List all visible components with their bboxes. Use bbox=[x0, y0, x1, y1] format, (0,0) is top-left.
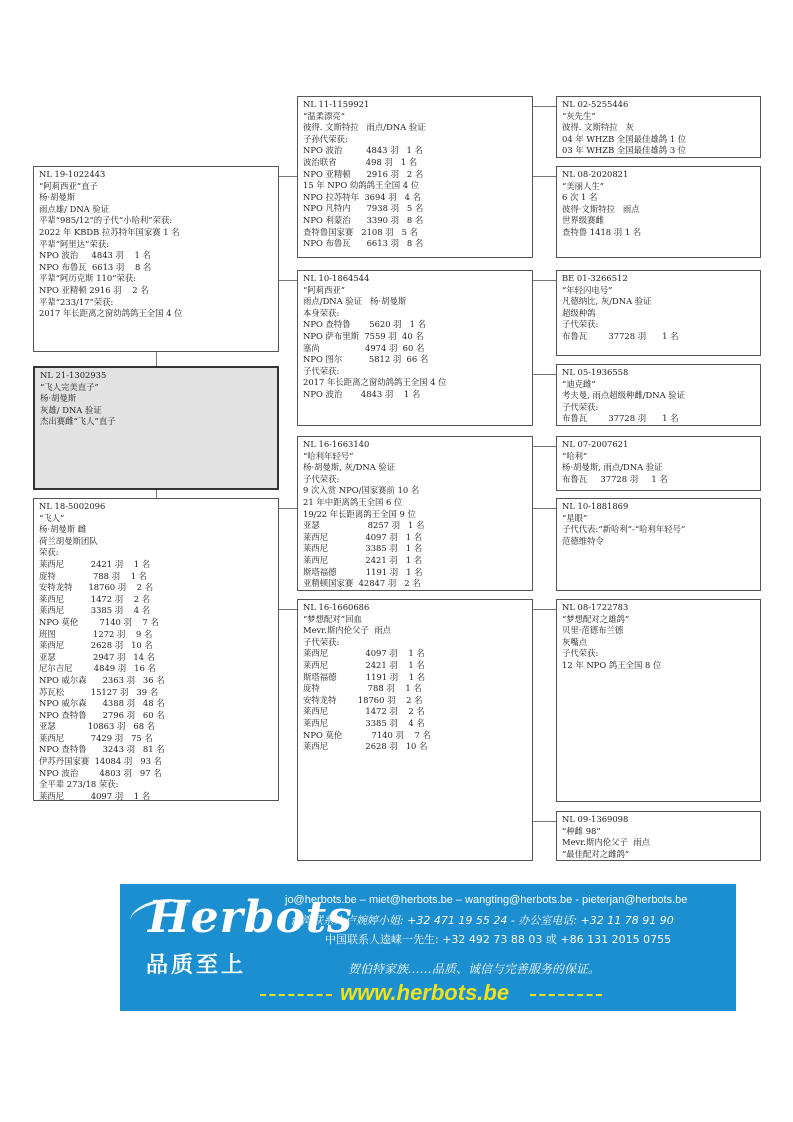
pedigree-line: 莱西尼 2628 羽 10 名 bbox=[39, 640, 153, 651]
herbots-banner bbox=[120, 884, 736, 1011]
brand-slogan: 品质至上 bbox=[146, 953, 247, 978]
pedigree-line: “温柔漂亮” bbox=[303, 110, 346, 121]
website-link[interactable]: www.herbots.be bbox=[340, 980, 510, 1005]
connector-line bbox=[533, 508, 556, 509]
pedigree-line: NPO 亚精顿 2916 羽 2 名 bbox=[303, 168, 424, 179]
pedigree-line: 布鲁瓦 37728 羽 1 名 bbox=[562, 330, 679, 341]
connector-line bbox=[533, 821, 556, 822]
ring-number: NL 19-1022443 bbox=[39, 169, 106, 179]
pedigree-line: 03 年 WHZB 全国最佳雄鸽 3 位 bbox=[562, 145, 687, 156]
pedigree-line: 布鲁瓦 37728 羽 1 名 bbox=[562, 413, 679, 424]
pedigree-line: 莱西尼 3385 羽 4 名 bbox=[39, 605, 151, 616]
connector-line bbox=[533, 176, 556, 177]
pedigree-line: 莱西尼 4097 羽 1 名 bbox=[39, 790, 151, 801]
pedigree-line: NPO 萨布里斯 7559 羽 40 名 bbox=[303, 330, 424, 341]
pedigree-line: NPO 莫伦 7140 羽 7 名 bbox=[39, 616, 159, 627]
great-grandparent-card-5 bbox=[556, 436, 761, 491]
dam-card bbox=[33, 498, 279, 801]
pedigree-line: NPO 莫伦 7140 羽 7 名 bbox=[303, 729, 431, 740]
connector-line bbox=[533, 280, 556, 281]
pedigree-line: “迪克雌” bbox=[562, 378, 596, 389]
pedigree-line: 超级种鸽 bbox=[562, 307, 596, 318]
connector-line bbox=[279, 176, 297, 177]
pedigree-line: 莱西尼 1472 羽 2 名 bbox=[39, 593, 151, 604]
ring-number: NL 21-1302935 bbox=[40, 370, 107, 380]
pedigree-line: 彼得. 文斯特拉 雨点/DNA 验证 bbox=[303, 122, 426, 133]
great-grandparent-card-3 bbox=[556, 270, 761, 356]
contact-taiwan: 台湾联系人卢婉婷小姐: +32 471 19 55 24 - 办公室电话: +32 11 78 91 90 bbox=[290, 914, 674, 927]
pedigree-line: NPO 查特鲁 5620 羽 1 名 bbox=[303, 319, 426, 330]
pedigree-line: 6 次 1 名 bbox=[562, 192, 598, 203]
ring-number: NL 07-2007621 bbox=[562, 439, 629, 449]
pedigree-line: 子代荣获: bbox=[562, 401, 599, 412]
pedigree-line: 亚瑟 2947 羽 14 名 bbox=[39, 651, 156, 662]
pedigree-line: “梦想配对”回血 bbox=[303, 613, 362, 624]
ring-number: NL 10-1881869 bbox=[562, 501, 629, 511]
pedigree-line: 查特鲁国家赛 2108 羽 5 名 bbox=[303, 226, 418, 237]
pedigree-line: NPO 波治 4803 羽 97 名 bbox=[39, 767, 162, 778]
pedigree-line: NPO 查特鲁 2796 羽 60 名 bbox=[39, 709, 165, 720]
pedigree-line: 世界级赛雌 bbox=[562, 215, 604, 226]
pedigree-line: “哈利年轻号” bbox=[303, 450, 354, 461]
pedigree-line: “飞人” bbox=[39, 512, 65, 523]
pedigree-line: 斯塔福德 1191 羽 1 名 bbox=[303, 566, 423, 577]
subject-pigeon-card bbox=[33, 366, 279, 490]
pedigree-line: 安特龙特 18760 羽 2 名 bbox=[303, 694, 423, 705]
pedigree-line: 荷兰胡曼斯团队 bbox=[39, 535, 98, 546]
pedigree-line: 12 年 NPO 鸽王全国 8 位 bbox=[562, 659, 662, 670]
pedigree-line: 15 年 NPO 幼鸽鸽王全国 4 位 bbox=[303, 180, 420, 191]
pedigree-line: 平辈“233/17”荣获: bbox=[39, 296, 114, 307]
dam-sire-card bbox=[297, 436, 533, 591]
pedigree-line: 平辈“阿里达”荣获: bbox=[39, 238, 110, 249]
ring-number: NL 18-5002096 bbox=[39, 501, 106, 511]
pedigree-line: 莱西尼 2421 羽 1 名 bbox=[303, 554, 423, 565]
sire-card bbox=[33, 166, 279, 352]
pedigree-line: Mevr.斯内伦父子 雨点 bbox=[562, 837, 650, 848]
pedigree-line: 杨·胡曼斯 bbox=[40, 393, 77, 404]
pedigree-line: “梦想配对之雄鸽” bbox=[562, 613, 630, 624]
pedigree-line: “星眼” bbox=[562, 512, 588, 523]
pedigree-line: 布鲁瓦 37728 羽 1 名 bbox=[562, 473, 668, 484]
connector-line bbox=[533, 106, 556, 107]
pedigree-line: “最佳配对之雌鸽” bbox=[562, 848, 630, 859]
divider bbox=[260, 994, 332, 996]
pedigree-line: 亚瑟 10863 羽 68 名 bbox=[39, 721, 156, 732]
pedigree-line: 莱西尼 7429 羽 75 名 bbox=[39, 732, 153, 743]
pedigree-line: 2017 年长距离之窗幼鸽鸽王全国 4 位 bbox=[303, 377, 447, 388]
pedigree-line: 波治联省 498 羽 1 名 bbox=[303, 156, 418, 167]
ring-number: NL 05-1936558 bbox=[562, 367, 629, 377]
pedigree-line: NPO 布鲁瓦 6613 羽 8 名 bbox=[39, 261, 152, 272]
pedigree-line: 尼尔吉尼 4849 羽 16 名 bbox=[39, 663, 156, 674]
pedigree-line: NPO 波治 4843 羽 1 名 bbox=[39, 250, 151, 261]
pedigree-line: 彼得. 文斯特拉 灰 bbox=[562, 122, 634, 133]
pedigree-line: 斯塔福德 1191 羽 1 名 bbox=[303, 671, 426, 682]
pedigree-line: 莱西尼 4097 羽 1 名 bbox=[303, 648, 425, 659]
pedigree-line: 19/22 年长距离鸽王全国 9 位 bbox=[303, 508, 416, 519]
pedigree-line: 莱西尼 2628 羽 10 名 bbox=[303, 741, 428, 752]
pedigree-line: 亚瑟 8257 羽 1 名 bbox=[303, 520, 425, 531]
banner-motto: 贺伯特家族……品质、诚信与完善服务的保证。 bbox=[348, 962, 601, 976]
connector-line bbox=[533, 374, 556, 375]
pedigree-line: 贝里·范德布兰德 bbox=[562, 625, 624, 636]
pedigree-line: NPO 亚精顿 2916 羽 2 名 bbox=[39, 284, 149, 295]
pedigree-line: 范德维特令 bbox=[562, 535, 604, 546]
pedigree-line: 莱西尼 4097 羽 1 名 bbox=[303, 531, 423, 542]
ring-number: NL 02-5255446 bbox=[562, 99, 629, 109]
pedigree-line: 子代代表:“新哈利”-“哈利年轻号” bbox=[562, 524, 686, 535]
pedigree-line: 2022 年 KBDB 拉苏特年国家赛 1 名 bbox=[39, 226, 180, 237]
great-grandparent-card-1 bbox=[556, 96, 761, 158]
pedigree-line: 莱西尼 3385 羽 1 名 bbox=[303, 543, 423, 554]
pedigree-line: 04 年 WHZB 全国最佳雄鸽 1 位 bbox=[562, 133, 687, 144]
pedigree-line: 9 次入赏 NPO/国家赛前 10 名 bbox=[303, 485, 420, 496]
connector-line bbox=[279, 609, 297, 610]
pedigree-line: 杨·胡曼斯, 灰/DNA 验证 bbox=[303, 462, 396, 473]
pedigree-line: 2017 年长距离之窗幼鸽鸽王全国 4 位 bbox=[39, 308, 183, 319]
pedigree-line: NPO 布鲁瓦 6613 羽 8 名 bbox=[303, 238, 424, 249]
pedigree-line: 彼得·文斯特拉 雨点 bbox=[562, 203, 640, 214]
pedigree-line: NPO 威尔森 2363 羽 36 名 bbox=[39, 674, 165, 685]
ring-number: NL 10-1864544 bbox=[303, 273, 370, 283]
pedigree-line: NPO 利蒙治 3390 羽 8 名 bbox=[303, 214, 424, 225]
pedigree-line: 莱西尼 2421 羽 1 名 bbox=[39, 558, 151, 569]
pedigree-line: 子代荣获: bbox=[562, 319, 599, 330]
ring-number: NL 08-2020821 bbox=[562, 169, 629, 179]
pedigree-line: 班图 1272 羽 9 名 bbox=[39, 628, 153, 639]
pedigree-line: 平辈“阿历克斯 110”荣获: bbox=[39, 273, 137, 284]
pedigree-line: 苏瓦松 15127 羽 39 名 bbox=[39, 686, 159, 697]
pedigree-line: 安特龙特 18760 羽 2 名 bbox=[39, 582, 154, 593]
pedigree-line: 灰雄/ DNA 验证 bbox=[40, 404, 102, 415]
contact-china: 中国联系人逵崃一先生: +32 492 73 88 03 或 +86 131 2015 0755 bbox=[325, 933, 672, 946]
ring-number: BE 01-3266512 bbox=[562, 273, 628, 283]
pedigree-line: 杨·胡曼斯 雌 bbox=[39, 524, 87, 535]
pedigree-line: 杨·胡曼斯, 雨点/DNA 验证 bbox=[562, 462, 663, 473]
connector-line bbox=[279, 280, 297, 281]
pedigree-line: 莱西尼 1472 羽 2 名 bbox=[303, 706, 425, 717]
ring-number: NL 11-1159921 bbox=[303, 99, 370, 109]
pedigree-line: Mevr.斯内伦父子 雨点 bbox=[303, 625, 391, 636]
pedigree-line: “年轻闪电号” bbox=[562, 284, 613, 295]
pedigree-line: 灰嘴点 bbox=[562, 636, 588, 647]
great-grandparent-card-4 bbox=[556, 364, 761, 426]
connector-line bbox=[156, 490, 157, 498]
pedigree-line: 本身荣获: bbox=[303, 307, 340, 318]
pedigree-line: 子代荣获: bbox=[303, 473, 340, 484]
great-grandparent-card-7 bbox=[556, 599, 761, 802]
ring-number: NL 16-1660686 bbox=[303, 602, 370, 612]
pedigree-line: 塞尚 4974 羽 60 名 bbox=[303, 342, 425, 353]
pedigree-line: 雨点雄/ DNA 验证 bbox=[39, 203, 110, 214]
ring-number: NL 09-1369098 bbox=[562, 814, 629, 824]
pedigree-line: 荣获: bbox=[39, 547, 59, 558]
ring-number: NL 08-1722783 bbox=[562, 602, 629, 612]
pedigree-line: 平辈“985/12”的子代“小哈利”荣获: bbox=[39, 215, 173, 226]
pedigree-line: 庞特 788 羽 1 名 bbox=[39, 570, 148, 581]
pedigree-line: 子代荣获: bbox=[303, 636, 340, 647]
connector-line bbox=[533, 609, 556, 610]
pedigree-line: NPO 波治 4843 羽 1 名 bbox=[303, 388, 421, 399]
brand-logo: Herbots bbox=[148, 892, 353, 943]
pedigree-line: 莱西尼 3385 羽 4 名 bbox=[303, 717, 425, 728]
pedigree-line: NPO 威尔森 4388 羽 48 名 bbox=[39, 698, 165, 709]
great-grandparent-card-6 bbox=[556, 498, 761, 591]
pedigree-line: NPO 波治 4843 羽 1 名 bbox=[303, 145, 423, 156]
pedigree-line: “种雌 98” bbox=[562, 825, 601, 836]
pedigree-line: 雨点/DNA 验证 杨·胡曼斯 bbox=[303, 296, 407, 307]
contact-emails[interactable]: jo@herbots.be – miet@herbots.be – wangting@herbots.be - pieterjan@herbots.be bbox=[285, 894, 688, 906]
pedigree-line: 查特鲁 1418 羽 1 名 bbox=[562, 226, 642, 237]
connector-line bbox=[156, 352, 157, 366]
pedigree-line: 子代荣获: bbox=[303, 365, 340, 376]
pedigree-line: “哈利” bbox=[562, 450, 588, 461]
ring-number: NL 16-1663140 bbox=[303, 439, 370, 449]
pedigree-line: NPO 凡特内 7938 羽 5 名 bbox=[303, 203, 424, 214]
great-grandparent-card-2 bbox=[556, 166, 761, 258]
pedigree-line: 杨·胡曼斯 bbox=[39, 192, 76, 203]
connector-line bbox=[533, 446, 556, 447]
divider bbox=[530, 994, 602, 996]
pedigree-line: 考夫曼, 雨点超级种雌/DNA 验证 bbox=[562, 390, 686, 401]
great-grandparent-card-8 bbox=[556, 811, 761, 861]
pedigree-line: 子代荣获: bbox=[562, 648, 599, 659]
pedigree-line: 杰出赛雌“飞人”直子 bbox=[40, 416, 116, 427]
pedigree-line: 亚精顿国家赛 42847 羽 2 名 bbox=[303, 578, 421, 589]
pedigree-line: “灰先生” bbox=[562, 110, 596, 121]
pedigree-line: 庞特 788 羽 1 名 bbox=[303, 683, 422, 694]
sire-dam-card bbox=[297, 270, 533, 426]
pedigree-line: “飞人完美直子” bbox=[40, 381, 99, 392]
dam-dam-card bbox=[297, 599, 533, 861]
pedigree-line: 伊苏丹国家赛 14084 羽 93 名 bbox=[39, 756, 162, 767]
pedigree-line: NPO 查特鲁 3243 羽 81 名 bbox=[39, 744, 165, 755]
pedigree-line: NPO 拉苏特年 3694 羽 4 名 bbox=[303, 191, 422, 202]
pedigree-line: 全平辈 273/18 荣获: bbox=[39, 779, 119, 790]
pedigree-line: 凡德纳比, 灰/DNA 验证 bbox=[562, 296, 652, 307]
pedigree-line: NPO 图尔 5812 羽 66 名 bbox=[303, 354, 429, 365]
pedigree-line: “阿莉西亚”直子 bbox=[39, 180, 98, 191]
pedigree-line: 莱西尼 2421 羽 1 名 bbox=[303, 659, 425, 670]
pedigree-line: “美丽人生” bbox=[562, 180, 605, 191]
pedigree-line: 21 年中距离鸽王全国 6 位 bbox=[303, 496, 403, 507]
sire-sire-card bbox=[297, 96, 533, 258]
pedigree-line: “阿莉西亚” bbox=[303, 284, 346, 295]
pedigree-line: 子孙代荣获: bbox=[303, 133, 348, 144]
connector-line bbox=[279, 508, 297, 509]
